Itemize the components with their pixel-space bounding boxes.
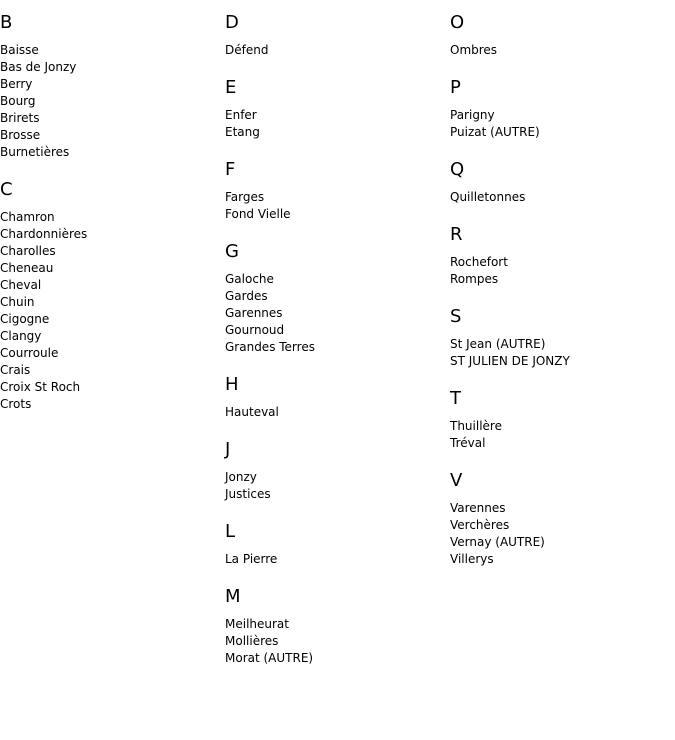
place-link-la-pierre[interactable]: La Pierre [225, 552, 278, 566]
place-link-puizat-autre[interactable]: Puizat (AUTRE) [450, 125, 540, 139]
place-link-jonzy[interactable]: Jonzy [225, 470, 257, 484]
place-link-chardonnieres[interactable]: Chardonnières [0, 227, 88, 241]
place-link-chuin[interactable]: Chuin [0, 295, 35, 309]
place-list [0, 209, 225, 413]
letter-heading: C [0, 179, 13, 200]
place-list [225, 404, 450, 421]
place-link-rochefort[interactable]: Rochefort [450, 255, 508, 269]
place-link-courroule[interactable]: Courroule [0, 346, 59, 360]
place-link-galoche[interactable]: Galoche [225, 272, 274, 286]
place-link-croix-st-roch[interactable]: Croix St Roch [0, 380, 81, 394]
place-link-parigny[interactable]: Parigny [450, 108, 495, 122]
letter-group-j [225, 439, 450, 503]
place-link-villerys[interactable]: Villerys [450, 552, 494, 566]
place-link-thuillere[interactable]: Thuillère [450, 419, 502, 433]
index-column-2 [225, 12, 450, 685]
index-column-3 [450, 12, 675, 586]
place-link-clangy[interactable]: Clangy [0, 329, 42, 343]
place-link-crots[interactable]: Crots [0, 397, 32, 411]
letter-group-r [450, 224, 675, 288]
place-list [225, 469, 450, 503]
place-link-cigogne[interactable]: Cigogne [0, 312, 50, 326]
place-link-st-jean-autre[interactable]: St Jean (AUTRE) [450, 337, 546, 351]
place-link-varennes[interactable]: Varennes [450, 501, 506, 515]
place-link-bas-de-jonzy[interactable]: Bas de Jonzy [0, 60, 77, 74]
letter-group-t [450, 388, 675, 452]
place-list [225, 107, 450, 141]
place-list [225, 271, 450, 356]
letter-heading: D [225, 12, 239, 33]
letter-group-p [450, 77, 675, 141]
place-link-morat-autre[interactable]: Morat (AUTRE) [225, 651, 314, 665]
place-link-berry[interactable]: Berry [0, 77, 33, 91]
place-link-brirets[interactable]: Brirets [0, 111, 40, 125]
letter-group-h [225, 374, 450, 421]
place-link-grandes-terres[interactable]: Grandes Terres [225, 340, 315, 354]
letter-group-l [225, 521, 450, 568]
place-link-crais[interactable]: Crais [0, 363, 31, 377]
place-link-chamron[interactable]: Chamron [0, 210, 55, 224]
letter-group-m [225, 586, 450, 667]
place-link-etang[interactable]: Etang [225, 125, 260, 139]
letter-heading: J [225, 439, 231, 460]
place-list [225, 551, 450, 568]
place-list [450, 500, 675, 568]
place-link-gardes[interactable]: Gardes [225, 289, 268, 303]
letter-group-s [450, 306, 675, 370]
place-link-vernay-autre[interactable]: Vernay (AUTRE) [450, 535, 545, 549]
place-list [225, 616, 450, 667]
letter-group-o [450, 12, 675, 59]
place-link-quilletonnes[interactable]: Quilletonnes [450, 190, 526, 204]
letter-heading: B [0, 12, 13, 33]
place-link-treval[interactable]: Tréval [450, 436, 486, 450]
letter-heading: P [450, 77, 461, 98]
place-link-bourg[interactable]: Bourg [0, 94, 36, 108]
place-link-enfer[interactable]: Enfer [225, 108, 257, 122]
place-link-gournoud[interactable]: Gournoud [225, 323, 285, 337]
letter-heading: E [225, 77, 237, 98]
letter-heading: L [225, 521, 236, 542]
place-list [450, 418, 675, 452]
place-link-meilheurat[interactable]: Meilheurat [225, 617, 289, 631]
place-link-cheneau[interactable]: Cheneau [0, 261, 54, 275]
place-link-burnetieres[interactable]: Burnetières [0, 145, 70, 159]
place-link-garennes[interactable]: Garennes [225, 306, 283, 320]
place-list [450, 336, 675, 370]
place-link-brosse[interactable]: Brosse [0, 128, 41, 142]
place-list [450, 189, 675, 206]
letter-group-c [0, 179, 225, 413]
place-link-cheval[interactable]: Cheval [0, 278, 42, 292]
place-link-defend[interactable]: Défend [225, 43, 269, 57]
place-link-farges[interactable]: Farges [225, 190, 265, 204]
letter-group-f [225, 159, 450, 223]
letter-heading: R [450, 224, 463, 245]
letter-heading: O [450, 12, 465, 33]
letter-group-g [225, 241, 450, 356]
letter-group-d [225, 12, 450, 59]
letter-group-b [0, 12, 225, 161]
place-link-rompes[interactable]: Rompes [450, 272, 499, 286]
place-link-fond-vielle[interactable]: Fond Vielle [225, 207, 291, 221]
place-link-ombres[interactable]: Ombres [450, 43, 498, 57]
letter-group-q [450, 159, 675, 206]
place-list [450, 107, 675, 141]
place-list [450, 254, 675, 288]
letter-heading: S [450, 306, 462, 327]
place-link-charolles[interactable]: Charolles [0, 244, 56, 258]
place-list [225, 189, 450, 223]
index-column-1 [0, 12, 225, 431]
letter-heading: T [450, 388, 461, 409]
letter-group-v [450, 470, 675, 568]
place-link-mollieres[interactable]: Mollières [225, 634, 279, 648]
place-list [450, 42, 675, 59]
place-list [225, 42, 450, 59]
letter-group-e [225, 77, 450, 141]
letter-heading: H [225, 374, 239, 395]
place-link-baisse[interactable]: Baisse [0, 43, 39, 57]
place-list [0, 42, 225, 161]
letter-heading: G [225, 241, 239, 262]
place-link-st-julien-de-jonzy[interactable]: ST JULIEN DE JONZY [450, 354, 570, 368]
place-link-vercheres[interactable]: Verchères [450, 518, 510, 532]
letter-heading: M [225, 586, 241, 607]
letter-heading: V [450, 470, 463, 491]
letter-heading: F [225, 159, 236, 180]
letter-heading: Q [450, 159, 465, 180]
place-link-hauteval[interactable]: Hauteval [225, 405, 279, 419]
place-link-justices[interactable]: Justices [225, 487, 271, 501]
